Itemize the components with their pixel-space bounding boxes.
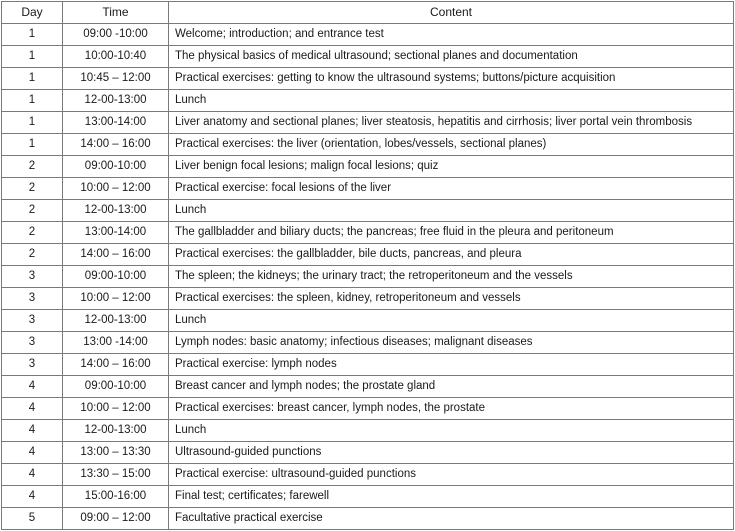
table-row: [2, 332, 734, 354]
table-row: [2, 134, 734, 156]
time-cell: 13:00 – 13:30: [63, 442, 169, 464]
day-cell: 5: [2, 508, 63, 530]
day-cell: 4: [2, 398, 63, 420]
content-cell: Facultative practical exercise: [169, 508, 734, 530]
content-cell: Practical exercises: breast cancer, lymph nodes, the prostate: [169, 398, 734, 420]
day-cell: 3: [2, 266, 63, 288]
content-cell: Practical exercises: the liver (orientation, lobes/vessels, sectional planes): [169, 134, 734, 156]
day-cell: 1: [2, 112, 63, 134]
table-row: [2, 398, 734, 420]
content-cell: Lunch: [169, 310, 734, 332]
time-cell: 13:00-14:00: [63, 222, 169, 244]
time-cell: 14:00 – 16:00: [63, 134, 169, 156]
content-cell: The physical basics of medical ultrasound; sectional planes and documentation: [169, 46, 734, 68]
table-header: [2, 2, 734, 24]
day-cell: 4: [2, 420, 63, 442]
day-cell: 1: [2, 68, 63, 90]
table-row: [2, 266, 734, 288]
table-row: [2, 244, 734, 266]
day-cell: 4: [2, 442, 63, 464]
day-cell: 1: [2, 24, 63, 46]
time-cell: 10:00-10:40: [63, 46, 169, 68]
header-day: Day: [2, 2, 63, 24]
time-cell: 09:00-10:00: [63, 266, 169, 288]
table-row: [2, 178, 734, 200]
schedule-table: [1, 1, 734, 530]
day-cell: 2: [2, 244, 63, 266]
day-cell: 1: [2, 90, 63, 112]
table-row: [2, 112, 734, 134]
day-cell: 2: [2, 156, 63, 178]
time-cell: 09:00-10:00: [63, 156, 169, 178]
content-cell: Liver benign focal lesions; malign focal lesions; quiz: [169, 156, 734, 178]
day-cell: 2: [2, 200, 63, 222]
content-cell: Practical exercises: the gallbladder, bile ducts, pancreas, and pleura: [169, 244, 734, 266]
table-row: [2, 442, 734, 464]
table-body: [2, 24, 734, 530]
day-cell: 4: [2, 486, 63, 508]
table-row: [2, 24, 734, 46]
content-cell: Ultrasound-guided punctions: [169, 442, 734, 464]
content-cell: Lymph nodes: basic anatomy; infectious diseases; malignant diseases: [169, 332, 734, 354]
content-cell: Lunch: [169, 90, 734, 112]
content-cell: Final test; certificates; farewell: [169, 486, 734, 508]
table-row: [2, 200, 734, 222]
time-cell: 10:00 – 12:00: [63, 288, 169, 310]
content-cell: The gallbladder and biliary ducts; the pancreas; free fluid in the pleura and peritoneum: [169, 222, 734, 244]
time-cell: 09:00 – 12:00: [63, 508, 169, 530]
time-cell: 12-00-13:00: [63, 310, 169, 332]
day-cell: 3: [2, 288, 63, 310]
table-row: [2, 508, 734, 530]
content-cell: Welcome; introduction; and entrance test: [169, 24, 734, 46]
table-row: [2, 420, 734, 442]
table-row: [2, 486, 734, 508]
table-row: [2, 464, 734, 486]
time-cell: 09:00-10:00: [63, 376, 169, 398]
time-cell: 12-00-13:00: [63, 90, 169, 112]
table-row: [2, 376, 734, 398]
time-cell: 10:45 – 12:00: [63, 68, 169, 90]
header-content: Content: [169, 2, 734, 24]
time-cell: 12-00-13:00: [63, 420, 169, 442]
day-cell: 2: [2, 178, 63, 200]
day-cell: 3: [2, 354, 63, 376]
time-cell: 14:00 – 16:00: [63, 244, 169, 266]
day-cell: 2: [2, 222, 63, 244]
time-cell: 10:00 – 12:00: [63, 398, 169, 420]
day-cell: 4: [2, 376, 63, 398]
table-row: [2, 46, 734, 68]
content-cell: The spleen; the kidneys; the urinary tract; the retroperitoneum and the vessels: [169, 266, 734, 288]
header-row: [2, 2, 734, 24]
content-cell: Practical exercise: lymph nodes: [169, 354, 734, 376]
day-cell: 1: [2, 46, 63, 68]
time-cell: 09:00 -10:00: [63, 24, 169, 46]
content-cell: Practical exercises: getting to know the ultrasound systems; buttons/picture acquisition: [169, 68, 734, 90]
content-cell: Lunch: [169, 200, 734, 222]
table-row: [2, 310, 734, 332]
day-cell: 3: [2, 310, 63, 332]
day-cell: 1: [2, 134, 63, 156]
day-cell: 3: [2, 332, 63, 354]
time-cell: 15:00-16:00: [63, 486, 169, 508]
day-cell: 4: [2, 464, 63, 486]
content-cell: Liver anatomy and sectional planes; liver steatosis, hepatitis and cirrhosis; liver portal vein thrombosis: [169, 112, 734, 134]
header-time: Time: [63, 2, 169, 24]
content-cell: Breast cancer and lymph nodes; the prostate gland: [169, 376, 734, 398]
content-cell: Lunch: [169, 420, 734, 442]
table-row: [2, 222, 734, 244]
time-cell: 10:00 – 12:00: [63, 178, 169, 200]
table-row: [2, 68, 734, 90]
time-cell: 14:00 – 16:00: [63, 354, 169, 376]
table-row: [2, 90, 734, 112]
table-row: [2, 288, 734, 310]
time-cell: 12-00-13:00: [63, 200, 169, 222]
table-row: [2, 354, 734, 376]
table-row: [2, 156, 734, 178]
content-cell: Practical exercise: focal lesions of the liver: [169, 178, 734, 200]
time-cell: 13:00 -14:00: [63, 332, 169, 354]
time-cell: 13:00-14:00: [63, 112, 169, 134]
content-cell: Practical exercise: ultrasound-guided punctions: [169, 464, 734, 486]
content-cell: Practical exercises: the spleen, kidney, retroperitoneum and vessels: [169, 288, 734, 310]
time-cell: 13:30 – 15:00: [63, 464, 169, 486]
